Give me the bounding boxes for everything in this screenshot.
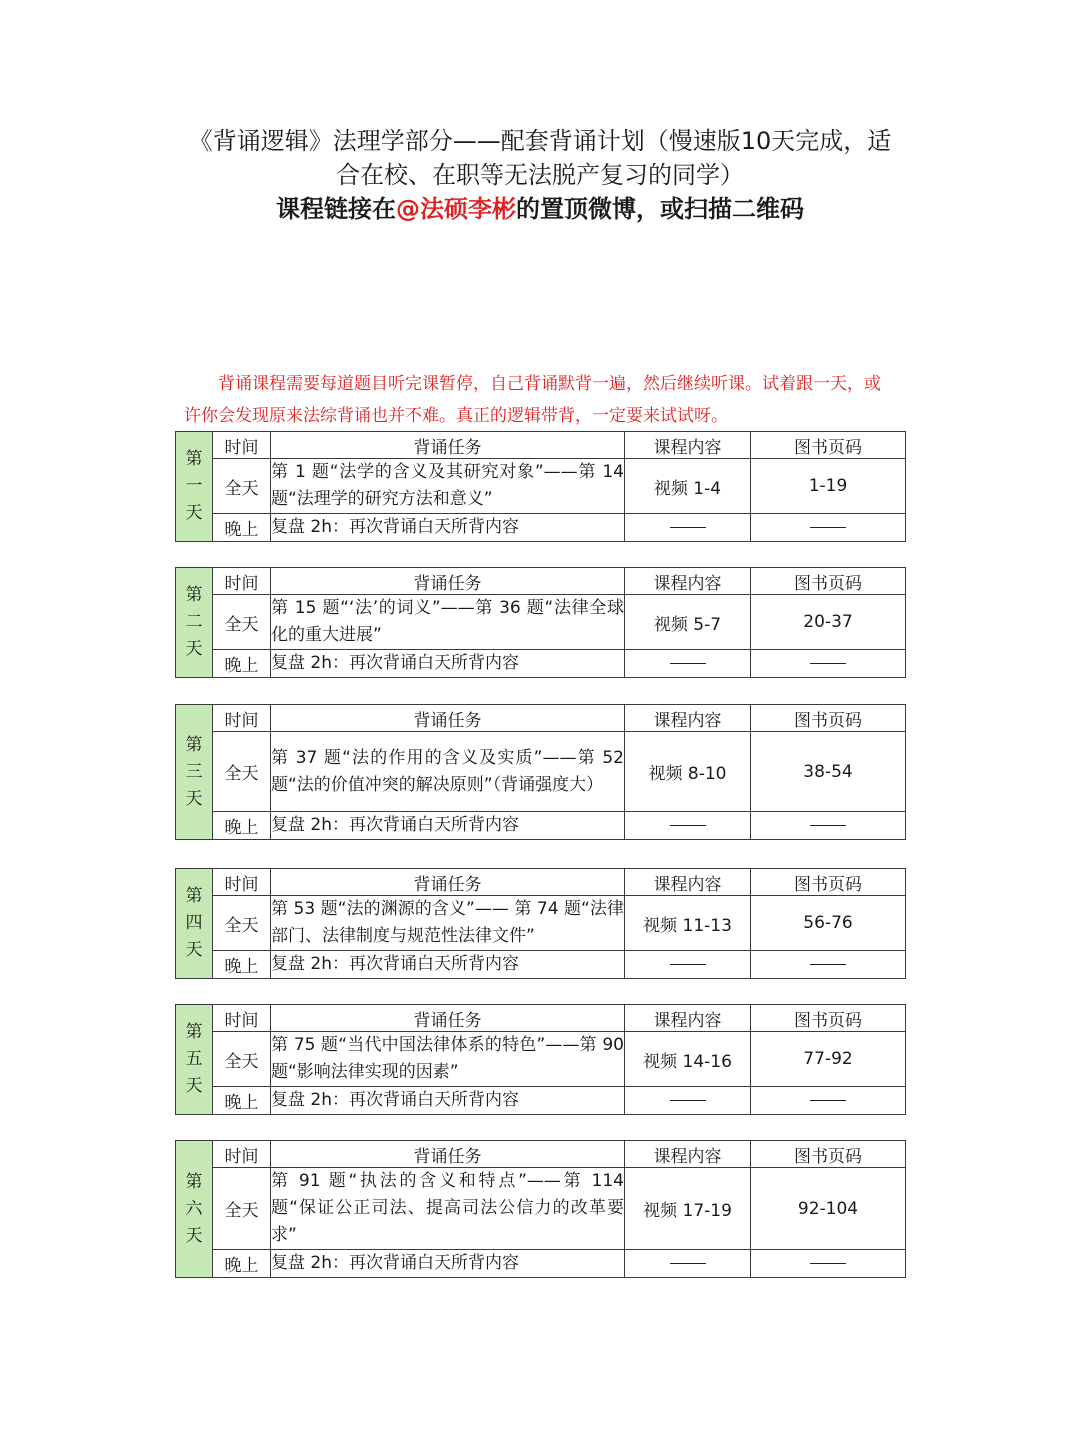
header-task: 背诵任务 [271, 705, 625, 732]
full-day-label: 全天 [213, 1032, 271, 1087]
evening-task: 复盘 2h：再次背诵白天所背内容 [271, 514, 625, 542]
evening-label: 晚上 [213, 812, 271, 840]
day-schedule-table [175, 431, 906, 542]
evening-label: 晚上 [213, 1087, 271, 1115]
book-pages: 20-37 [751, 595, 906, 650]
full-day-label: 全天 [213, 595, 271, 650]
header-pages: 图书页码 [751, 869, 906, 896]
evening-task: 复盘 2h：再次背诵白天所背内容 [271, 1087, 625, 1115]
day-task: 第 1 题“法学的含义及其研究对象”——第 14 题“法理学的研究方法和意义” [271, 459, 625, 514]
title-line-2: 合在校、在职等无法脱产复习的同学） [336, 161, 744, 189]
course-empty-dash [625, 650, 751, 678]
day-schedule-table [175, 1140, 906, 1278]
course-videos: 视频 8-10 [625, 732, 751, 812]
weibo-handle: @法硕李彬 [396, 195, 516, 223]
book-pages: 38-54 [751, 732, 906, 812]
evening-task: 复盘 2h：再次背诵白天所背内容 [271, 951, 625, 979]
study-notice: 背诵课程需要每道题目听完课暂停，自己背诵默背一遍，然后继续听课。试着跟一天，或许你会发现原来法综背诵也并不难。真正的逻辑带背，一定要来试试呀。 [184, 374, 881, 426]
title-line-3-prefix: 课程链接在 [276, 195, 396, 223]
header-task: 背诵任务 [271, 869, 625, 896]
title-line-1: 《背诵逻辑》法理学部分——配套背诵计划（慢速版10天完成，适 [188, 127, 892, 155]
day-label: 第 二 天 [176, 568, 213, 678]
course-empty-dash [625, 1250, 751, 1278]
day-task: 第 53 题“法的渊源的含义”—— 第 74 题“法律部门、法律制度与规范性法律文件” [271, 896, 625, 951]
day-schedule-table [175, 704, 906, 840]
header-course: 课程内容 [625, 869, 751, 896]
header-course: 课程内容 [625, 568, 751, 595]
title-line-3 [150, 192, 930, 226]
day-task: 第 75 题“当代中国法律体系的特色”——第 90 题“影响法律实现的因素” [271, 1032, 625, 1087]
pages-empty-dash [751, 514, 906, 542]
evening-task: 复盘 2h：再次背诵白天所背内容 [271, 812, 625, 840]
header-time: 时间 [213, 705, 271, 732]
evening-label: 晚上 [213, 514, 271, 542]
full-day-label: 全天 [213, 459, 271, 514]
header-time: 时间 [213, 568, 271, 595]
day-task: 第 15 题“‘法’的词义”——第 36 题“法律全球化的重大进展” [271, 595, 625, 650]
title-line-3-suffix: 的置顶微博，或扫描二维码 [516, 195, 804, 223]
pages-empty-dash [751, 1250, 906, 1278]
course-empty-dash [625, 514, 751, 542]
pages-empty-dash [751, 650, 906, 678]
header-course: 课程内容 [625, 1141, 751, 1168]
evening-label: 晚上 [213, 1250, 271, 1278]
day-label: 第 一 天 [176, 432, 213, 542]
day-label: 第 三 天 [176, 705, 213, 840]
course-videos: 视频 11-13 [625, 896, 751, 951]
document-title [150, 124, 930, 226]
header-task: 背诵任务 [271, 568, 625, 595]
pages-empty-dash [751, 1087, 906, 1115]
day-label: 第 六 天 [176, 1141, 213, 1278]
day-schedule-table [175, 567, 906, 678]
full-day-label: 全天 [213, 732, 271, 812]
course-videos: 视频 14-16 [625, 1032, 751, 1087]
header-time: 时间 [213, 869, 271, 896]
evening-task: 复盘 2h：再次背诵白天所背内容 [271, 650, 625, 678]
header-time: 时间 [213, 1141, 271, 1168]
evening-task: 复盘 2h：再次背诵白天所背内容 [271, 1250, 625, 1278]
day-schedule-table [175, 868, 906, 979]
header-time: 时间 [213, 1005, 271, 1032]
day-label: 第 四 天 [176, 869, 213, 979]
course-empty-dash [625, 1087, 751, 1115]
full-day-label: 全天 [213, 1168, 271, 1250]
day-task: 第 37 题“法的作用的含义及实质”——第 52 题“法的价值冲突的解决原则”（背诵强度大） [271, 732, 625, 812]
course-videos: 视频 5-7 [625, 595, 751, 650]
header-task: 背诵任务 [271, 1005, 625, 1032]
course-videos: 视频 17-19 [625, 1168, 751, 1250]
header-task: 背诵任务 [271, 432, 625, 459]
book-pages: 1-19 [751, 459, 906, 514]
header-time: 时间 [213, 432, 271, 459]
book-pages: 77-92 [751, 1032, 906, 1087]
evening-label: 晚上 [213, 951, 271, 979]
full-day-label: 全天 [213, 896, 271, 951]
header-course: 课程内容 [625, 1005, 751, 1032]
day-task: 第 91 题“执法的含义和特点”——第 114 题“保证公正司法、提高司法公信力的改革要求” [271, 1168, 625, 1250]
evening-label: 晚上 [213, 650, 271, 678]
day-schedule-table [175, 1004, 906, 1115]
pages-empty-dash [751, 812, 906, 840]
header-pages: 图书页码 [751, 568, 906, 595]
course-empty-dash [625, 951, 751, 979]
header-pages: 图书页码 [751, 1005, 906, 1032]
course-videos: 视频 1-4 [625, 459, 751, 514]
header-task: 背诵任务 [271, 1141, 625, 1168]
header-course: 课程内容 [625, 432, 751, 459]
day-label: 第 五 天 [176, 1005, 213, 1115]
book-pages: 92-104 [751, 1168, 906, 1250]
header-pages: 图书页码 [751, 705, 906, 732]
book-pages: 56-76 [751, 896, 906, 951]
pages-empty-dash [751, 951, 906, 979]
header-pages: 图书页码 [751, 432, 906, 459]
header-pages: 图书页码 [751, 1141, 906, 1168]
course-empty-dash [625, 812, 751, 840]
header-course: 课程内容 [625, 705, 751, 732]
